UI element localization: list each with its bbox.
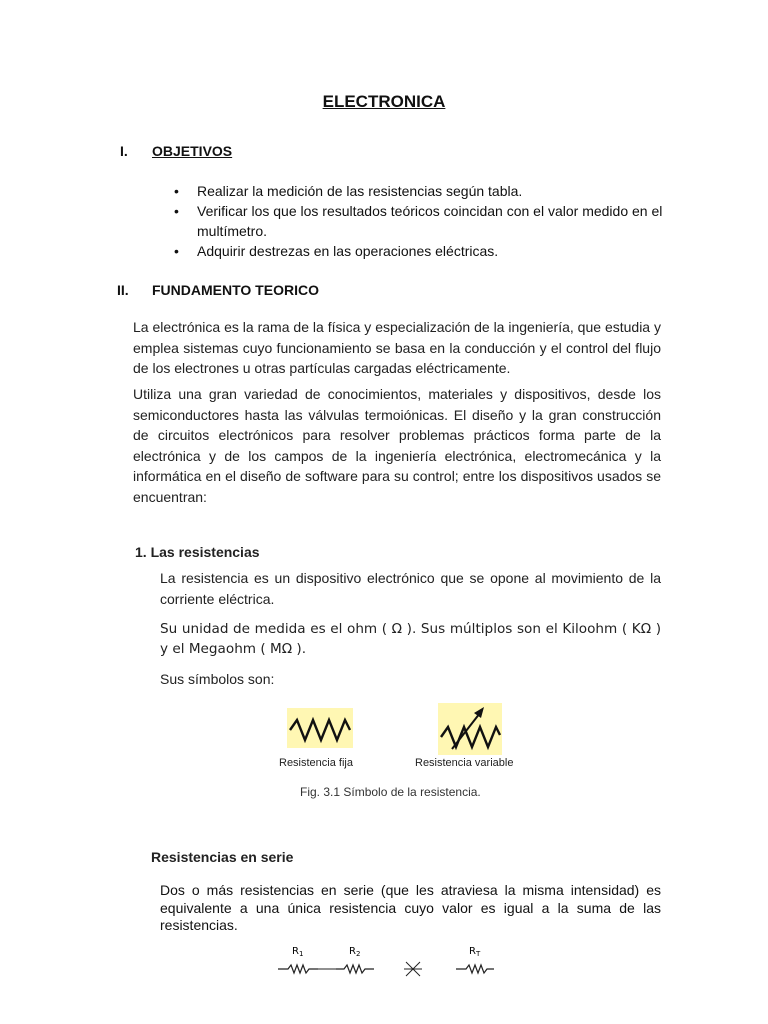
section-number: II. (117, 282, 129, 298)
paragraph: Su unidad de medida es el ohm ( Ω ). Sus múltiplos son el Kiloohm ( KΩ ) y el Megaohm ( MΩ ). (160, 621, 661, 657)
objetivos-list (173, 181, 668, 261)
paragraph: La resistencia es un dispositivo electrónico que se opone al movimiento de la corriente eléctrica. (160, 570, 661, 607)
symbol-highlight (287, 708, 353, 748)
paragraph: Utiliza una gran variedad de conocimientos, materiales y dispositivos, desde los semiconductores hasta las válvulas termoiónicas. El diseño y la gran construcción de circuitos electrónicos para resolver problemas prácticos forma parte de la electrónica y de los campos de la ingeniería electrónica, electromecánica y la informática en el diseño de software para su control; entre los dispositivos usados se encuentran: (133, 386, 661, 505)
resistor-r2-icon (336, 965, 374, 973)
subsection-heading: 1. Las resistencias (135, 544, 260, 560)
section-title-fundamento: FUNDAMENTO TEORICO (152, 282, 319, 298)
list-item: • Verificar los que los resultados teóricos coincidan con el valor medido en el multímetro. (173, 201, 668, 241)
document-title: ELECTRONICA (322, 92, 446, 111)
resistor-label-rt: $R_T$ (469, 946, 481, 958)
section-number: I. (120, 143, 128, 159)
fixed-resistor-icon (287, 708, 353, 748)
variable-resistor-icon (438, 703, 502, 755)
fixed-resistor-symbol (287, 708, 353, 748)
paragraph: La electrónica es la rama de la física y especialización de la ingeniería, que estudia y emplea sistemas cuyo funcionamiento se basa en la conducción y el control del flujo de los electrones u otras partículas cargadas eléctricamente. (133, 319, 661, 376)
list-item: • Realizar la medición de las resistencias según tabla. (173, 181, 668, 201)
resistor-r1-icon (278, 965, 318, 973)
paragraph: Sus símbolos son: (160, 671, 275, 687)
section-title-objetivos: OBJETIVOS (152, 143, 233, 159)
equivalence-icon (404, 962, 422, 976)
resistor-label-r2: $R_2$ (349, 946, 361, 958)
figure-label-variable: Resistencia variable (415, 757, 514, 769)
subsection-heading: Resistencias en serie (151, 849, 294, 865)
series-resistors-diagram (270, 940, 500, 980)
paragraph: Dos o más resistencias en serie (que les atraviesa la misma intensidad) es equivalente a una única resistencia cuyo valor es igual a la suma de las resistencias. (160, 882, 661, 933)
variable-resistor-symbol (438, 703, 502, 755)
figure-label-fixed: Resistencia fija (279, 757, 353, 769)
list-item: • Adquirir destrezas en las operaciones eléctricas. (173, 241, 668, 261)
resistor-label-r1: $R_1$ (292, 946, 304, 958)
figure-caption: Fig. 3.1 Símbolo de la resistencia. (300, 785, 481, 799)
resistor-rt-icon (456, 965, 494, 973)
